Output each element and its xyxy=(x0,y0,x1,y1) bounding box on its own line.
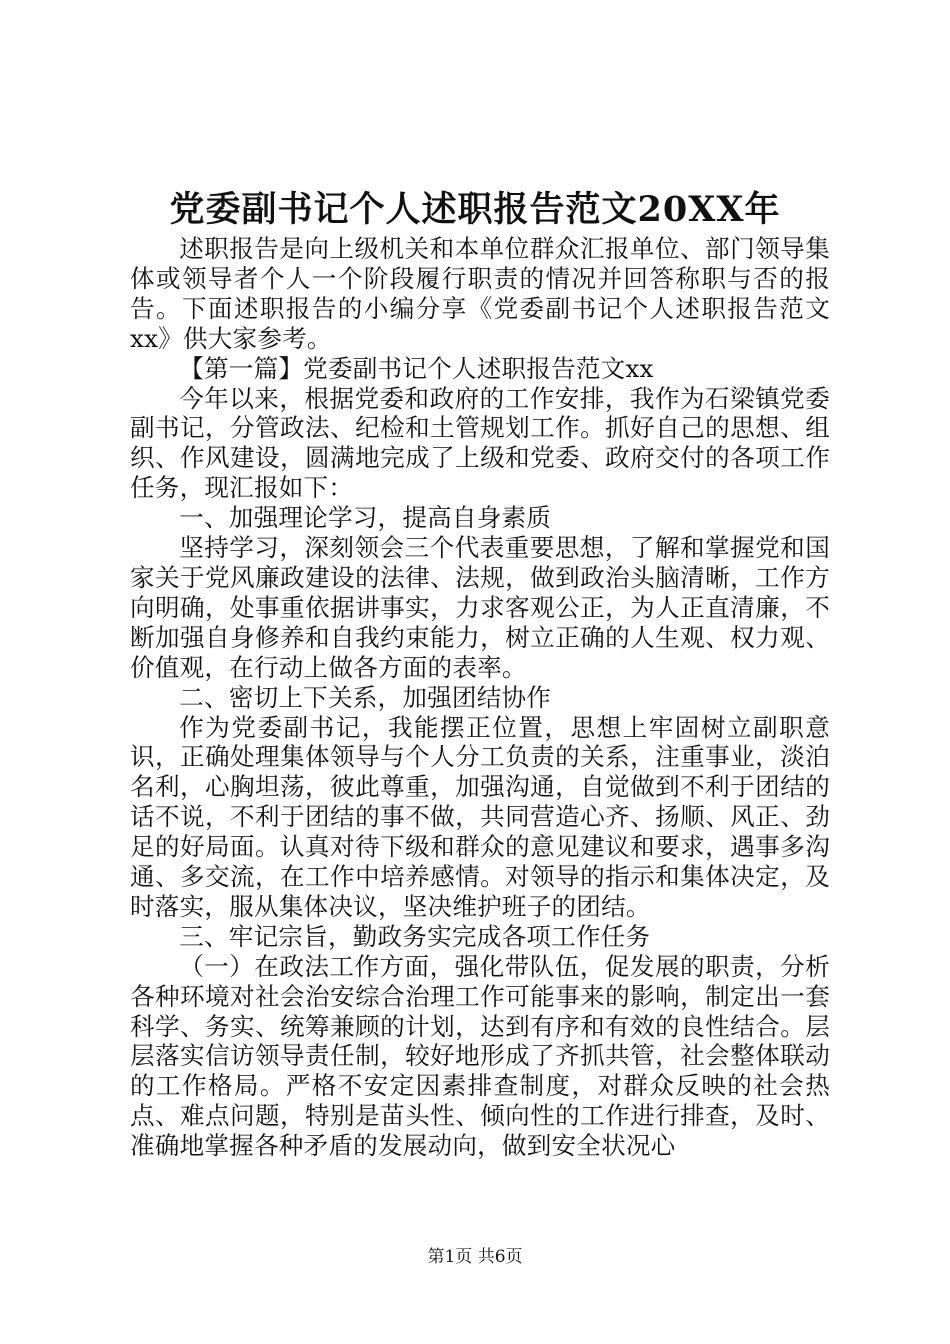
paragraph-unity: 作为党委副书记，我能摆正位置，思想上牢固树立副职意识，正确处理集体领导与个人分工负责的关系，注重事业，淡泊名利，心胸坦荡，彼此尊重，加强沟通，自觉做到不利于团结的话不说，不利于团结的事不做，共同营造心齐、扬顺、风正、劲足的好局面。认真对待下级和群众的意见建议和要求，遇事多沟通、多交流，在工作中培养感情。对领导的指示和集体决定，及时落实，服从集体决议，坚决维护班子的团结。 xyxy=(130,712,830,921)
intro-paragraph: 述职报告是向上级机关和本单位群众汇报单位、部门领导集体或领导者个人一个阶段履行职责的情况并回答称职与否的报告。下面述职报告的小编分享《党委副书记个人述职报告范文xx》供大家参考。 xyxy=(130,234,830,353)
heading-theory-study: 一、加强理论学习，提高自身素质 xyxy=(179,503,552,533)
heading-tasks: 三、牢记宗旨，勤政务实完成各项工作任务 xyxy=(179,921,651,951)
page-number-footer: 第1页 共6页 xyxy=(427,1247,523,1267)
opening-paragraph: 今年以来，根据党委和政府的工作安排，我作为石梁镇党委副书记，分管政法、纪检和土管规划工作。抓好自己的思想、组织、作风建设，圆满地完成了上级和党委、政府交付的各项工作任务，现汇报如下： xyxy=(130,383,830,503)
section-heading-part-one: 【第一篇】党委副书记个人述职报告范文xx xyxy=(179,353,654,383)
paragraph-theory-study: 坚持学习，深刻领会三个代表重要思想，了解和掌握党和国家关于党风廉政建设的法律、法规，做到政治头脑清晰，工作方向明确，处事重依据讲事实，力求客观公正，为人正直清廉，不断加强自身修养和自我约束能力，树立正确的人生观、权力观、价值观，在行动上做各方面的表率。 xyxy=(130,533,830,682)
paragraph-politics-law: （一）在政法工作方面，强化带队伍，促发展的职责，分析各种环境对社会治安综合治理工作可能事来的影响，制定出一套科学、务实、统筹兼顾的计划，达到有序和有效的良性结合。层层落实信访领导责任制，较好地形成了齐抓共管，社会整体联动的工作格局。严格不安定因素排查制度，对群众反映的社会热点、难点问题，特别是苗头性、倾向性的工作进行排查，及时、准确地掌握各种矛盾的发展动向，做到安全状况心 xyxy=(130,951,830,1161)
document-title: 党委副书记个人述职报告范文20XX年 xyxy=(169,189,781,230)
heading-unity: 二、密切上下关系，加强团结协作 xyxy=(179,682,552,712)
document-body xyxy=(130,234,830,1161)
